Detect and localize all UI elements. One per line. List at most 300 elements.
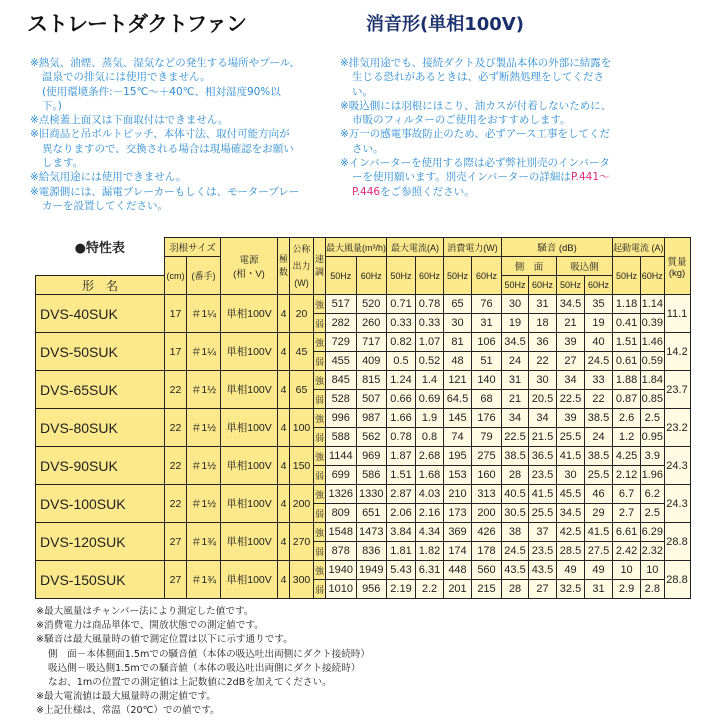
caution-notes-left: [30, 56, 300, 213]
poles: 4: [278, 447, 290, 485]
value-cell: 10: [613, 561, 641, 580]
value-cell: 448: [444, 561, 472, 580]
value-cell: 38.5: [585, 409, 613, 428]
value-cell: 2.19: [387, 580, 416, 599]
blade-number: ＃1¼: [187, 295, 221, 333]
blade-cm: 22: [165, 447, 187, 485]
table-row: [36, 333, 691, 352]
speed-weak: 弱: [314, 466, 326, 485]
caution-note: ※熱気、油煙、蒸気、湿気などの発生する場所やプール、温泉での排気には使用できません。: [30, 57, 300, 84]
value-cell: 0.66: [387, 390, 416, 409]
value-cell: 6.2: [641, 485, 664, 504]
value-cell: 46: [585, 485, 613, 504]
value-cell: 29: [585, 504, 613, 523]
header-power: 電源 (相・V): [221, 238, 278, 295]
header-50hz: 50Hz: [326, 257, 357, 295]
value-cell: 27: [529, 580, 557, 599]
value-cell: 22: [585, 390, 613, 409]
table-row: [36, 371, 691, 390]
rated-output: 20: [290, 295, 314, 333]
value-cell: 1010: [326, 580, 357, 599]
value-cell: 18: [529, 314, 557, 333]
page-reference-link[interactable]: P.441～P.446: [352, 171, 610, 198]
page-subtitle: 消音形(単相100V): [366, 14, 524, 35]
value-cell: 24: [585, 428, 613, 447]
power-supply: 単相100V: [221, 523, 278, 561]
value-cell: 0.69: [416, 390, 444, 409]
value-cell: 3.84: [387, 523, 416, 542]
value-cell: 74: [444, 428, 472, 447]
value-cell: 34.5: [557, 504, 585, 523]
poles: 4: [278, 295, 290, 333]
value-cell: 31: [529, 295, 557, 314]
note-inverter: ※インバーターを使用する際は必ず弊社別売のインバーターを使用願います。別売インバーターの詳細はP.441～P.446をご参照ください。: [340, 157, 610, 198]
value-cell: 0.33: [387, 314, 416, 333]
value-cell: 81: [444, 333, 472, 352]
value-cell: 6.29: [641, 523, 664, 542]
value-cell: 19: [502, 314, 529, 333]
table-row: [36, 485, 691, 504]
header-60hz: 60Hz: [356, 257, 387, 295]
value-cell: 200: [472, 504, 502, 523]
value-cell: 1.68: [416, 466, 444, 485]
value-cell: 10: [641, 561, 664, 580]
header-60hz: 60Hz: [529, 276, 557, 295]
mass: 28.8: [664, 561, 690, 599]
footnote: 側 面－本体側面1.5mでの騒音値（本体の吸込吐出両側にダクト接続時）: [48, 648, 371, 660]
value-cell: 31: [502, 371, 529, 390]
value-cell: 1.66: [387, 409, 416, 428]
value-cell: 41.5: [557, 447, 585, 466]
value-cell: 588: [326, 428, 357, 447]
value-cell: 65: [444, 295, 472, 314]
value-cell: 173: [444, 504, 472, 523]
rated-output: 100: [290, 409, 314, 447]
header-current: 最大電流(A): [387, 238, 444, 257]
caution-note: ※旧商品と吊ボルトピッチ、本体寸法、取付可能方向が異なりますので、交換される場合は現場確認をお願いします。: [30, 128, 294, 170]
value-cell: 5.43: [387, 561, 416, 580]
value-cell: 4.25: [613, 447, 641, 466]
model-name: DVS-65SUK: [36, 371, 165, 409]
value-cell: 34: [502, 409, 529, 428]
value-cell: 0.41: [613, 314, 641, 333]
value-cell: 215: [472, 580, 502, 599]
value-cell: 64.5: [444, 390, 472, 409]
value-cell: 2.8: [641, 580, 664, 599]
header-60hz: 60Hz: [472, 257, 502, 295]
value-cell: 34: [557, 371, 585, 390]
value-cell: 2.32: [641, 542, 664, 561]
value-cell: 201: [444, 580, 472, 599]
blade-cm: 27: [165, 561, 187, 599]
value-cell: 1.07: [416, 333, 444, 352]
header-50hz: 50Hz: [387, 257, 416, 295]
header-start-current: 起動電流 (A): [613, 238, 665, 257]
speed-weak: 弱: [314, 542, 326, 561]
blade-number: ＃1½: [187, 371, 221, 409]
value-cell: 1330: [356, 485, 387, 504]
value-cell: 369: [444, 523, 472, 542]
value-cell: 39: [557, 409, 585, 428]
value-cell: 260: [356, 314, 387, 333]
value-cell: 1.88: [613, 371, 641, 390]
footnote: 吸込側－吸込側1.5mでの騒音値（本体の吸込吐出両側にダクト接続時）: [48, 662, 361, 674]
value-cell: 39: [557, 333, 585, 352]
header-suction: 吸込側: [557, 257, 613, 276]
value-cell: 0.95: [641, 428, 664, 447]
value-cell: 1940: [326, 561, 357, 580]
speed-strong: 強: [314, 295, 326, 314]
value-cell: 282: [326, 314, 357, 333]
value-cell: 21.5: [529, 428, 557, 447]
value-cell: 30: [444, 314, 472, 333]
mass: 14.2: [664, 333, 690, 371]
value-cell: 560: [472, 561, 502, 580]
value-cell: 49: [585, 561, 613, 580]
header-mass: 質量 (kg): [664, 238, 690, 295]
value-cell: 36.5: [529, 447, 557, 466]
blade-number: ＃1½: [187, 447, 221, 485]
header-cm: (cm): [165, 257, 187, 295]
value-cell: 1.18: [613, 295, 641, 314]
value-cell: 409: [356, 352, 387, 371]
poles: 4: [278, 485, 290, 523]
value-cell: 1949: [356, 561, 387, 580]
value-cell: 22.5: [502, 428, 529, 447]
power-supply: 単相100V: [221, 371, 278, 409]
value-cell: 42.5: [557, 523, 585, 542]
value-cell: 2.16: [416, 504, 444, 523]
value-cell: 45.5: [557, 485, 585, 504]
speed-weak: 弱: [314, 352, 326, 371]
value-cell: 40: [585, 333, 613, 352]
header-50hz: 50Hz: [613, 257, 641, 295]
value-cell: 4.34: [416, 523, 444, 542]
blade-cm: 17: [165, 295, 187, 333]
value-cell: 21: [502, 390, 529, 409]
speed-strong: 強: [314, 523, 326, 542]
mass: 28.8: [664, 523, 690, 561]
speed-weak: 弱: [314, 580, 326, 599]
value-cell: 815: [356, 371, 387, 390]
mass: 24.3: [664, 485, 690, 523]
value-cell: 24: [502, 352, 529, 371]
value-cell: 140: [472, 371, 502, 390]
table-row: [36, 523, 691, 542]
value-cell: 40.5: [502, 485, 529, 504]
value-cell: 178: [472, 542, 502, 561]
value-cell: 30: [502, 295, 529, 314]
value-cell: 809: [326, 504, 357, 523]
value-cell: 2.12: [613, 466, 641, 485]
power-supply: 単相100V: [221, 447, 278, 485]
speed-strong: 強: [314, 371, 326, 390]
value-cell: 35: [585, 295, 613, 314]
value-cell: 68: [472, 390, 502, 409]
blade-number: ＃1½: [187, 409, 221, 447]
note-filter: ※吸込側には羽根にほこり、油カスが付着しないために、市販のフィルターのご使用をおすすめします。: [340, 99, 612, 127]
value-cell: 845: [326, 371, 357, 390]
header-50hz: 50Hz: [557, 276, 585, 295]
value-cell: 1473: [356, 523, 387, 542]
value-cell: 20.5: [529, 390, 557, 409]
value-cell: 34.5: [557, 295, 585, 314]
value-cell: 0.82: [387, 333, 416, 352]
rated-output: 200: [290, 485, 314, 523]
header-airflow: 最大風量(m³/h): [326, 238, 387, 257]
value-cell: 153: [444, 466, 472, 485]
blade-cm: 22: [165, 371, 187, 409]
value-cell: 0.71: [387, 295, 416, 314]
speed-weak: 弱: [314, 390, 326, 409]
value-cell: 651: [356, 504, 387, 523]
header-blade-size: 羽根サイズ: [165, 238, 221, 257]
mass: 23.2: [664, 409, 690, 447]
value-cell: 174: [444, 542, 472, 561]
value-cell: 38.5: [585, 447, 613, 466]
value-cell: 1.4: [416, 371, 444, 390]
value-cell: 528: [326, 390, 357, 409]
value-cell: 1144: [326, 447, 357, 466]
value-cell: 160: [472, 466, 502, 485]
note-grounding: ※万一の感電事故防止のため、必ずアース工事をしてください。: [340, 128, 611, 155]
header-side: 側 面: [502, 257, 557, 276]
header-consumption: 消費電力(W): [444, 238, 502, 257]
value-cell: 2.42: [613, 542, 641, 561]
speed-weak: 弱: [314, 428, 326, 447]
mass: 23.7: [664, 371, 690, 409]
table-row: [36, 561, 691, 580]
power-supply: 単相100V: [221, 333, 278, 371]
value-cell: 1.24: [387, 371, 416, 390]
value-cell: 51: [472, 352, 502, 371]
value-cell: 1.87: [387, 447, 416, 466]
footnote: ※騒音は最大風量時の値で測定位置は以下に示す通りです。: [36, 634, 293, 646]
value-cell: 41.5: [529, 485, 557, 504]
value-cell: 41.5: [585, 523, 613, 542]
note-condensation: ※排気用途でも、接続ダクト及び製品本体の外部に結露を生じる恐れがあるときは、必ず断熱処理をしてください。: [340, 57, 612, 98]
value-cell: 145: [444, 409, 472, 428]
model-name: DVS-100SUK: [36, 485, 165, 523]
value-cell: 0.78: [416, 295, 444, 314]
table-row: [36, 409, 691, 428]
header-number: (番手): [187, 257, 221, 295]
value-cell: 586: [356, 466, 387, 485]
value-cell: 1326: [326, 485, 357, 504]
value-cell: 2.2: [416, 580, 444, 599]
value-cell: 36: [529, 333, 557, 352]
poles: 4: [278, 561, 290, 599]
caution-note: ※点検蓋上面又は下面取付はできません。: [30, 114, 229, 127]
mass: 24.3: [664, 447, 690, 485]
value-cell: 717: [356, 333, 387, 352]
value-cell: 1.51: [613, 333, 641, 352]
value-cell: 2.68: [416, 447, 444, 466]
header-50hz: 50Hz: [444, 257, 472, 295]
value-cell: 1.46: [641, 333, 664, 352]
value-cell: 22: [529, 352, 557, 371]
model-name: DVS-80SUK: [36, 409, 165, 447]
value-cell: 2.5: [641, 504, 664, 523]
value-cell: 1548: [326, 523, 357, 542]
value-cell: 0.8: [416, 428, 444, 447]
rated-output: 150: [290, 447, 314, 485]
value-cell: 30.5: [502, 504, 529, 523]
blade-number: ＃1¼: [187, 333, 221, 371]
value-cell: 121: [444, 371, 472, 390]
value-cell: 30: [529, 371, 557, 390]
value-cell: 0.59: [641, 352, 664, 371]
power-supply: 単相100V: [221, 409, 278, 447]
model-name: DVS-90SUK: [36, 447, 165, 485]
value-cell: 43.5: [502, 561, 529, 580]
value-cell: 1.96: [641, 466, 664, 485]
poles: 4: [278, 409, 290, 447]
value-cell: 4.03: [416, 485, 444, 504]
value-cell: 1.51: [387, 466, 416, 485]
model-name: DVS-150SUK: [36, 561, 165, 599]
value-cell: 455: [326, 352, 357, 371]
rated-output: 65: [290, 371, 314, 409]
speed-strong: 強: [314, 561, 326, 580]
value-cell: 2.5: [641, 409, 664, 428]
value-cell: 1.2: [613, 428, 641, 447]
value-cell: 28: [502, 580, 529, 599]
value-cell: 22.5: [557, 390, 585, 409]
value-cell: 25.5: [529, 504, 557, 523]
value-cell: 562: [356, 428, 387, 447]
page-title: ストレートダクトファン: [27, 12, 246, 36]
model-name: DVS-50SUK: [36, 333, 165, 371]
value-cell: 6.61: [613, 523, 641, 542]
header-50hz: 50Hz: [502, 276, 529, 295]
speed-strong: 強: [314, 409, 326, 428]
power-supply: 単相100V: [221, 485, 278, 523]
value-cell: 79: [472, 428, 502, 447]
blade-cm: 22: [165, 409, 187, 447]
rated-output: 300: [290, 561, 314, 599]
caution-note: ※給気用途には使用できません。: [30, 171, 187, 184]
value-cell: 25.5: [585, 466, 613, 485]
value-cell: 28: [502, 466, 529, 485]
value-cell: 1.14: [641, 295, 664, 314]
value-cell: 1.81: [387, 542, 416, 561]
footnote: ※最大風量はチャンバー法により測定した値です。: [36, 606, 254, 617]
footnote: ※上記仕様は、常温（20℃）での値です。: [36, 705, 220, 717]
value-cell: 507: [356, 390, 387, 409]
blade-cm: 22: [165, 485, 187, 523]
value-cell: 1.82: [416, 542, 444, 561]
value-cell: 24.5: [585, 352, 613, 371]
value-cell: 19: [585, 314, 613, 333]
speed-strong: 強: [314, 333, 326, 352]
header-output: 公称出力 (W): [290, 238, 314, 295]
blade-number: ＃1½: [187, 485, 221, 523]
value-cell: 1.84: [641, 371, 664, 390]
value-cell: 27: [557, 352, 585, 371]
value-cell: 24.5: [502, 542, 529, 561]
header-noise: 騒音 (dB): [502, 238, 613, 257]
value-cell: 956: [356, 580, 387, 599]
section-title-cell: ●特性表: [36, 238, 165, 276]
power-supply: 単相100V: [221, 295, 278, 333]
caution-note: ※電源側には、漏電ブレーカーもしくは、モーターブレーカーを設置してください。: [30, 185, 300, 212]
header-speed: 速調: [314, 238, 326, 295]
value-cell: 23.5: [529, 542, 557, 561]
footnote: ※最大電流値は最大風量時の測定値です。: [36, 691, 216, 703]
value-cell: 48: [444, 352, 472, 371]
value-cell: 2.9: [613, 580, 641, 599]
poles: 4: [278, 371, 290, 409]
value-cell: 0.39: [641, 314, 664, 333]
power-supply: 単相100V: [221, 561, 278, 599]
blade-cm: 27: [165, 523, 187, 561]
value-cell: 996: [326, 409, 357, 428]
caution-note: (使用環境条件:－15℃～＋40℃、相対湿度90%以下。): [42, 85, 281, 112]
value-cell: 313: [472, 485, 502, 504]
value-cell: 37: [529, 523, 557, 542]
value-cell: 699: [326, 466, 357, 485]
header-60hz: 60Hz: [416, 257, 444, 295]
poles: 4: [278, 333, 290, 371]
value-cell: 836: [356, 542, 387, 561]
header-60hz: 60Hz: [641, 257, 664, 295]
value-cell: 34.5: [502, 333, 529, 352]
value-cell: 0.5: [387, 352, 416, 371]
value-cell: 0.52: [416, 352, 444, 371]
speed-weak: 弱: [314, 314, 326, 333]
value-cell: 729: [326, 333, 357, 352]
value-cell: 275: [472, 447, 502, 466]
value-cell: 25.5: [557, 428, 585, 447]
value-cell: 517: [326, 295, 357, 314]
speed-strong: 強: [314, 485, 326, 504]
value-cell: 31: [472, 314, 502, 333]
value-cell: 969: [356, 447, 387, 466]
blade-cm: 17: [165, 333, 187, 371]
value-cell: 38: [502, 523, 529, 542]
value-cell: 34: [529, 409, 557, 428]
spec-table: [35, 237, 691, 599]
value-cell: 176: [472, 409, 502, 428]
footnote: なお、1mの位置での測定値は上記数値に2dBを加えてください。: [48, 677, 332, 689]
value-cell: 195: [444, 447, 472, 466]
value-cell: 0.87: [613, 390, 641, 409]
value-cell: 43.5: [529, 561, 557, 580]
value-cell: 2.6: [613, 409, 641, 428]
header-60hz: 60Hz: [585, 276, 613, 295]
poles: 4: [278, 523, 290, 561]
value-cell: 76: [472, 295, 502, 314]
value-cell: 32.5: [557, 580, 585, 599]
value-cell: 0.33: [416, 314, 444, 333]
blade-number: ＃1¾: [187, 523, 221, 561]
value-cell: 33: [585, 371, 613, 390]
value-cell: 6.7: [613, 485, 641, 504]
table-row: [36, 447, 691, 466]
footnote: ※消費電力は商品単体で、開放状態での測定値です。: [36, 620, 264, 632]
model-name: DVS-120SUK: [36, 523, 165, 561]
value-cell: 0.78: [387, 428, 416, 447]
table-row: [36, 295, 691, 314]
value-cell: 21: [557, 314, 585, 333]
value-cell: 2.06: [387, 504, 416, 523]
speed-weak: 弱: [314, 504, 326, 523]
value-cell: 49: [557, 561, 585, 580]
rated-output: 45: [290, 333, 314, 371]
value-cell: 6.31: [416, 561, 444, 580]
footnotes: [36, 605, 370, 719]
